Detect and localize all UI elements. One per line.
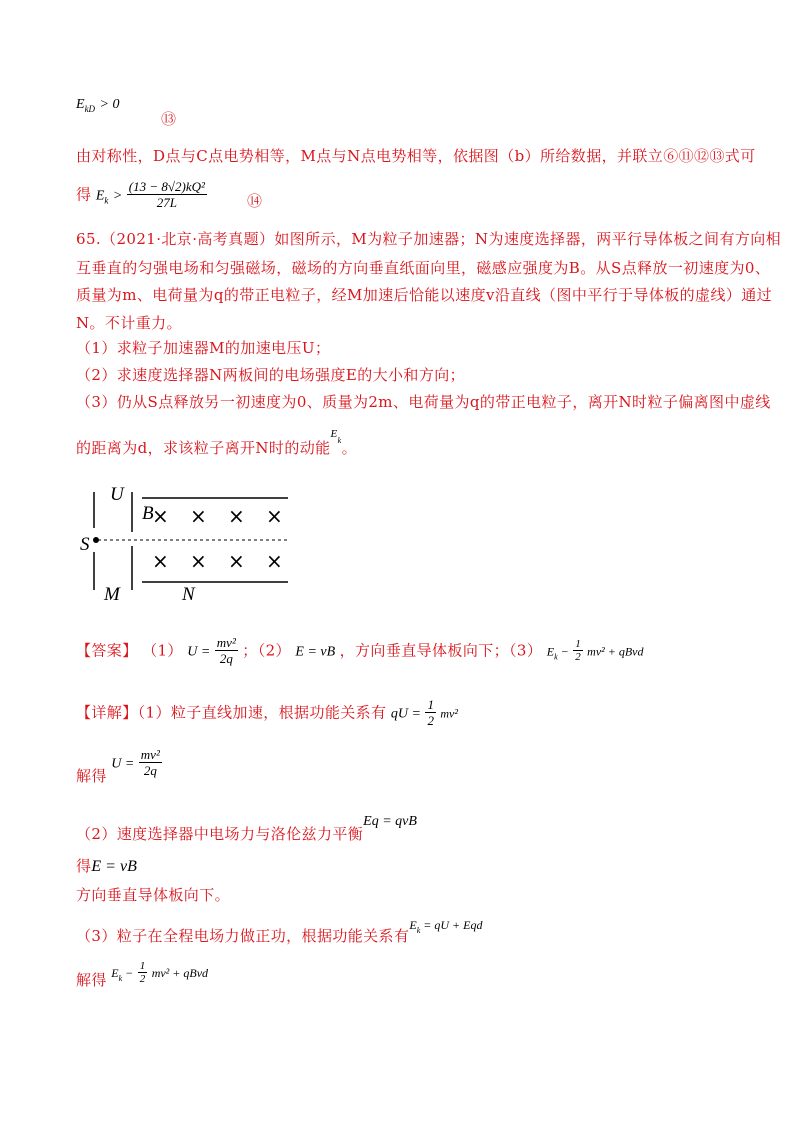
detail-step-1-u-denominator: 2q — [143, 763, 157, 779]
problem-line-4: N。不计重力。 — [76, 314, 182, 332]
cross-r2-c1: × — [152, 549, 169, 573]
detail-step-2-text: （2）速度选择器中电场力与洛伦兹力平衡 — [76, 825, 364, 843]
detail-step-3-half-fraction — [138, 960, 148, 986]
detail-step-2 — [76, 810, 417, 843]
detail-step-3-ek-subscript: k — [416, 925, 421, 935]
problem-line-3: 质量为m、电荷量为q的带正电粒子，经M加速后恰能以速度v沿直线（图中平行于导体板的虚线）通过 — [76, 286, 773, 304]
cross-r1-c2: × — [190, 504, 207, 528]
label-M: M — [104, 584, 120, 605]
detail-step-1 — [76, 698, 458, 729]
ek-denominator: 27L — [156, 195, 177, 211]
detail-step-1-text: （1）粒子直线加速，根据功能关系有 — [137, 703, 387, 722]
answer-line — [76, 636, 644, 667]
detail-step-2-result — [76, 856, 137, 876]
answer-u-lhs: U = — [187, 644, 211, 660]
detail-step-1-numerator: 1 — [427, 697, 434, 712]
ek-inequality — [76, 180, 207, 211]
question-1: （1）求粒子加速器M的加速电压U； — [76, 339, 331, 357]
detail-step-3-result — [76, 960, 209, 990]
question-3-line-2 — [76, 428, 358, 465]
problem-line-1: 65.（2021·北京·高考真题）如图所示，M为粒子加速器；N为速度选择器，两平行导体板之间有方向相 — [76, 230, 782, 248]
label-N: N — [182, 584, 195, 605]
detail-step-1-u-fraction — [139, 748, 162, 779]
ek-symbol: E — [95, 188, 105, 204]
answer-part-2-text: ，方向垂直导体板向下；（3） — [339, 641, 543, 660]
label-B: B — [142, 503, 154, 524]
label-S: S — [80, 534, 90, 555]
cross-r2-c2: × — [190, 549, 207, 573]
answer-half-fraction — [573, 638, 583, 664]
detail-step-3-res-tail: mv² + qBvd — [151, 966, 209, 981]
cross-r1-c4: × — [266, 504, 283, 528]
detail-step-1-denominator: 2 — [427, 713, 434, 729]
detail-step-3 — [76, 914, 483, 945]
detail-step-1-solve: 解得 — [76, 767, 107, 786]
problem-line-2: 互垂直的匀强电场和匀强磁场，磁场的方向垂直纸面向里，磁感应强度为B。从S点释放一初速度为0、 — [76, 259, 771, 277]
q3-ek-subscript: k — [337, 436, 342, 445]
detail-step-1-u-numerator: mv² — [140, 747, 160, 762]
cross-r1-c3: × — [228, 504, 245, 528]
detail-step-3-res-ek: E — [111, 966, 119, 981]
answer-ek-minus: − — [557, 644, 569, 659]
answer-half-denominator: 2 — [575, 651, 581, 664]
ek-fraction — [127, 180, 207, 211]
answer-part-1: （1） — [142, 641, 183, 660]
detail-step-3-res-minus: − — [122, 966, 134, 981]
q3-period: 。 — [341, 439, 358, 457]
detail-step-3-ek: E — [409, 918, 417, 932]
ekd-symbol: E — [76, 97, 85, 112]
answer-half-numerator: 1 — [575, 638, 581, 651]
detail-step-1-result — [76, 747, 162, 786]
answer-ek-symbol: E — [546, 644, 555, 659]
ekd-relation: > 0 — [99, 97, 120, 112]
cross-r2-c4: × — [266, 549, 283, 573]
answer-ek-tail: mv² + qBvd — [587, 644, 644, 659]
cross-r2-c3: × — [228, 549, 245, 573]
answer-ek-subscript: k — [554, 652, 558, 662]
detail-step-3-eq-rhs: = qU + Eqd — [420, 918, 483, 932]
question-2: （2）求速度选择器N两板间的电场强度E的大小和方向； — [76, 366, 466, 384]
detail-step-1-u-lhs: U = — [111, 756, 135, 772]
question-3-line-1: （3）仍从S点释放另一初速度为0、质量为2m、电荷量为q的带正电粒子，离开N时粒子偏离图中虚线 — [76, 393, 771, 411]
answer-u-fraction — [215, 636, 238, 667]
ek-subscript: k — [104, 195, 109, 206]
cross-r1-c1: × — [152, 504, 169, 528]
detail-step-3-half-numerator: 1 — [139, 960, 146, 972]
detail-step-1-eq-lhs: qU = — [390, 706, 421, 722]
q3-ek-symbol: E — [330, 428, 338, 440]
answer-u-numerator: mv² — [216, 635, 236, 650]
detail-step-2-de: 得 — [76, 857, 92, 875]
detail-step-2-direction: 方向垂直导体板向下。 — [76, 886, 231, 904]
de-prefix: 得 — [76, 185, 92, 204]
answer-separator-1: ；（2） — [242, 641, 291, 660]
equation-mark-14: ⑭ — [247, 192, 263, 210]
answer-u-denominator: 2q — [219, 651, 233, 667]
detail-tag: 【详解】 — [76, 703, 138, 722]
question-3-text: 的距离为d，求该粒子离开N时的动能 — [76, 439, 331, 457]
ekd-subscript: kD — [84, 103, 96, 114]
answer-e-equation: E = vB — [295, 644, 336, 660]
detail-step-1-fraction — [425, 698, 436, 729]
detail-step-3-half-denominator: 2 — [139, 973, 146, 986]
ekd-equation — [76, 96, 119, 114]
ek-numerator: (13 − 8√2)kQ² — [128, 179, 205, 194]
detail-step-3-solve: 解得 — [76, 971, 107, 990]
answer-tag: 【答案】 — [76, 641, 138, 660]
detail-step-3-res-subscript: k — [118, 973, 123, 983]
detail-step-1-eq-rhs: mv² — [440, 706, 458, 721]
equation-mark-13: ⑬ — [161, 110, 177, 128]
ek-relation: > — [112, 188, 123, 204]
label-U: U — [110, 484, 124, 505]
detail-step-3-text: （3）粒子在全程电场力做正功，根据功能关系有 — [76, 927, 410, 945]
detail-step-2-result-eq: E = vB — [91, 858, 137, 875]
detail-step-2-eq: Eq = qvB — [363, 814, 417, 829]
symmetry-line: 由对称性，D点与C点电势相等，M点与N点电势相等，依据图（b）所给数据，并联立⑥⑪⑫⑬式可 — [76, 147, 756, 165]
